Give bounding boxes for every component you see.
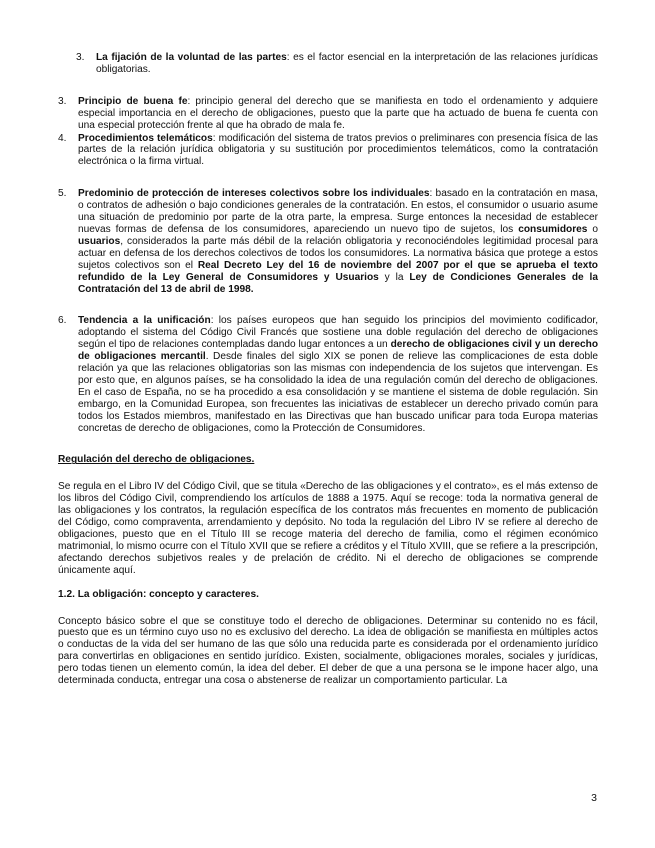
- list-item-term: Predominio de protección de intereses colectivos sobre los individuales: [78, 188, 430, 200]
- list-item-text: Predominio de protección de intereses colectivos sobre los individuales: basado en la contratación en masa, o contratos de adhesión o bajo condiciones generales de la contratación. En estos, el consumidor o usuario asume una situación de predominio por parte de la otra parte, la empresa. Surge entonces la necesidad de establecer nuevas formas de defensa de los consumidores, apareciendo un nuevo tipo de sujetos, los consumidores o usuarios, considerados la parte más débil de la relación obligatoria y reconociéndoles legitimidad procesal para actuar en defensa de los derechos colectivos de todos los consumidores. La normativa básica que protege a estos sujetos colectivos son el Real Decreto Ley del 16 de noviembre del 2007 por el que se aprueba el texto refundido de la Ley General de Consumidores y Usuarios y la Ley de Condiciones Generales de la Contratación del 13 de abril de 1998.: [78, 188, 598, 295]
- subsection-paragraph: Concepto básico sobre el que se constituye todo el derecho de obligaciones. Determinar su contenido no es fácil, puesto que es un término cuyo uso no es exclusivo del derecho. La idea de obligación se manifiesta en múltiples actos o conductas de la vida del ser humano de las que sólo una reducida parte es considerada por el ordenamiento jurídico para convertirlas en obligaciones en sentido jurídico. Existen, socialmente, obligaciones morales, sociales y jurídicas, pero todas tienen un elemento común, la idea del deber. El deber de que a una persona se le impone hacer algo, una determinada conducta, entregar una cosa o abstenerse de realizar un comportamiento particular. La: [58, 615, 598, 687]
- list-item-text: Principio de buena fe: principio general del derecho que se manifiesta en todo el ordenamiento y adquiere especial importancia en el derecho de obligaciones, puesto que la parte que ha actuado de buena fe cuenta con una especial protección frente al que ha obrado de mala fe.: [78, 95, 598, 131]
- page-number: 3: [591, 792, 597, 804]
- list-item-buena-fe: [58, 96, 598, 132]
- list-item-intereses-colectivos: [58, 188, 598, 295]
- list-number: 6.: [58, 315, 67, 327]
- list-item-unificacion: [58, 315, 598, 434]
- list-number: 3.: [58, 95, 67, 107]
- section-heading: Regulación del derecho de obligaciones.: [58, 454, 255, 466]
- list-number: 4.: [58, 132, 67, 144]
- document-page: [58, 52, 598, 687]
- list-item-term: La fijación de la voluntad de las partes: [96, 52, 287, 63]
- list-item-text: Procedimientos telemáticos: modificación del sistema de tratos previos o preliminares con presencia física de las partes de la relación jurídica obligatoria y su sustitución por procedimientos telemáticos, como la contratación electrónica o la firma virtual.: [78, 132, 598, 168]
- list-item-text: Tendencia a la unificación: los países europeos que han seguido los principios del movimiento codificador, adoptando el sistema del Código Civil Francés que sostiene una doble regulación del derecho de obligaciones según el tipo de relaciones contempladas dando lugar entonces a un derecho de obligaciones civil y un derecho de obligaciones mercantil. Desde finales del siglo XIX se ponen de relieve las complicaciones de esta doble relación ya que las relaciones obligatorias son las mismas con independencia de los sujetos que intervengan. Es por esto que, en algunos países, se ha consolidado la idea de una regulación común del derecho de obligaciones. En el caso de España, no se ha procedido a esa consolidación y se mantiene el sistema de doble regulación. Sin embargo, en la Comunidad Europea, son frecuentes las iniciativas de establecer un derecho privado común para todos los Estados miembros, manifestado en las Directivas que han buscado unificar para toda Europa materias concretas de derecho de obligaciones, como la Protección de Consumidores.: [78, 315, 599, 434]
- list-number: 3.: [76, 52, 85, 63]
- list-item-text: La fijación de la voluntad de las partes: es el factor esencial en la interpretación de las relaciones jurídicas obligatorias.: [96, 52, 598, 75]
- list-item-procedimientos-telematicos: [58, 133, 598, 169]
- list-item-term: Procedimientos telemáticos: [78, 132, 213, 144]
- subsection-heading: 1.2. La obligación: concepto y caracteres.: [58, 588, 259, 600]
- list-number: 5.: [58, 188, 67, 200]
- section-paragraph: Se regula en el Libro IV del Código Civil, que se titula «Derecho de las obligaciones y el contrato», es el más extenso de los libros del Código Civil, comprendiendo los artículos de 1888 a 1975. Aquí se recoge: toda la normativa general de las obligaciones y los contratos, la regulación específica de los contratos más frecuentes en momento de publicación del Código, como compraventa, arrendamiento y depósito. No toda la regulación del Libro IV se refiere al derecho de obligaciones, puesto que en el Título III se recoge materia del derecho de familia, como el régimen económico matrimonial, lo mismo ocurre con el Título XVII que se refiere a créditos y el Título XVIII, que se refiere a la prescripción, afectando derechos subjetivos reales y de prelación de crédito. Ni el derecho de obligaciones se comprende únicamente aquí.: [58, 481, 598, 576]
- list-item-term: Tendencia a la unificación: [78, 315, 211, 327]
- list-item-term: Principio de buena fe: [78, 95, 188, 107]
- list-item-voluntad-partes: [76, 52, 598, 76]
